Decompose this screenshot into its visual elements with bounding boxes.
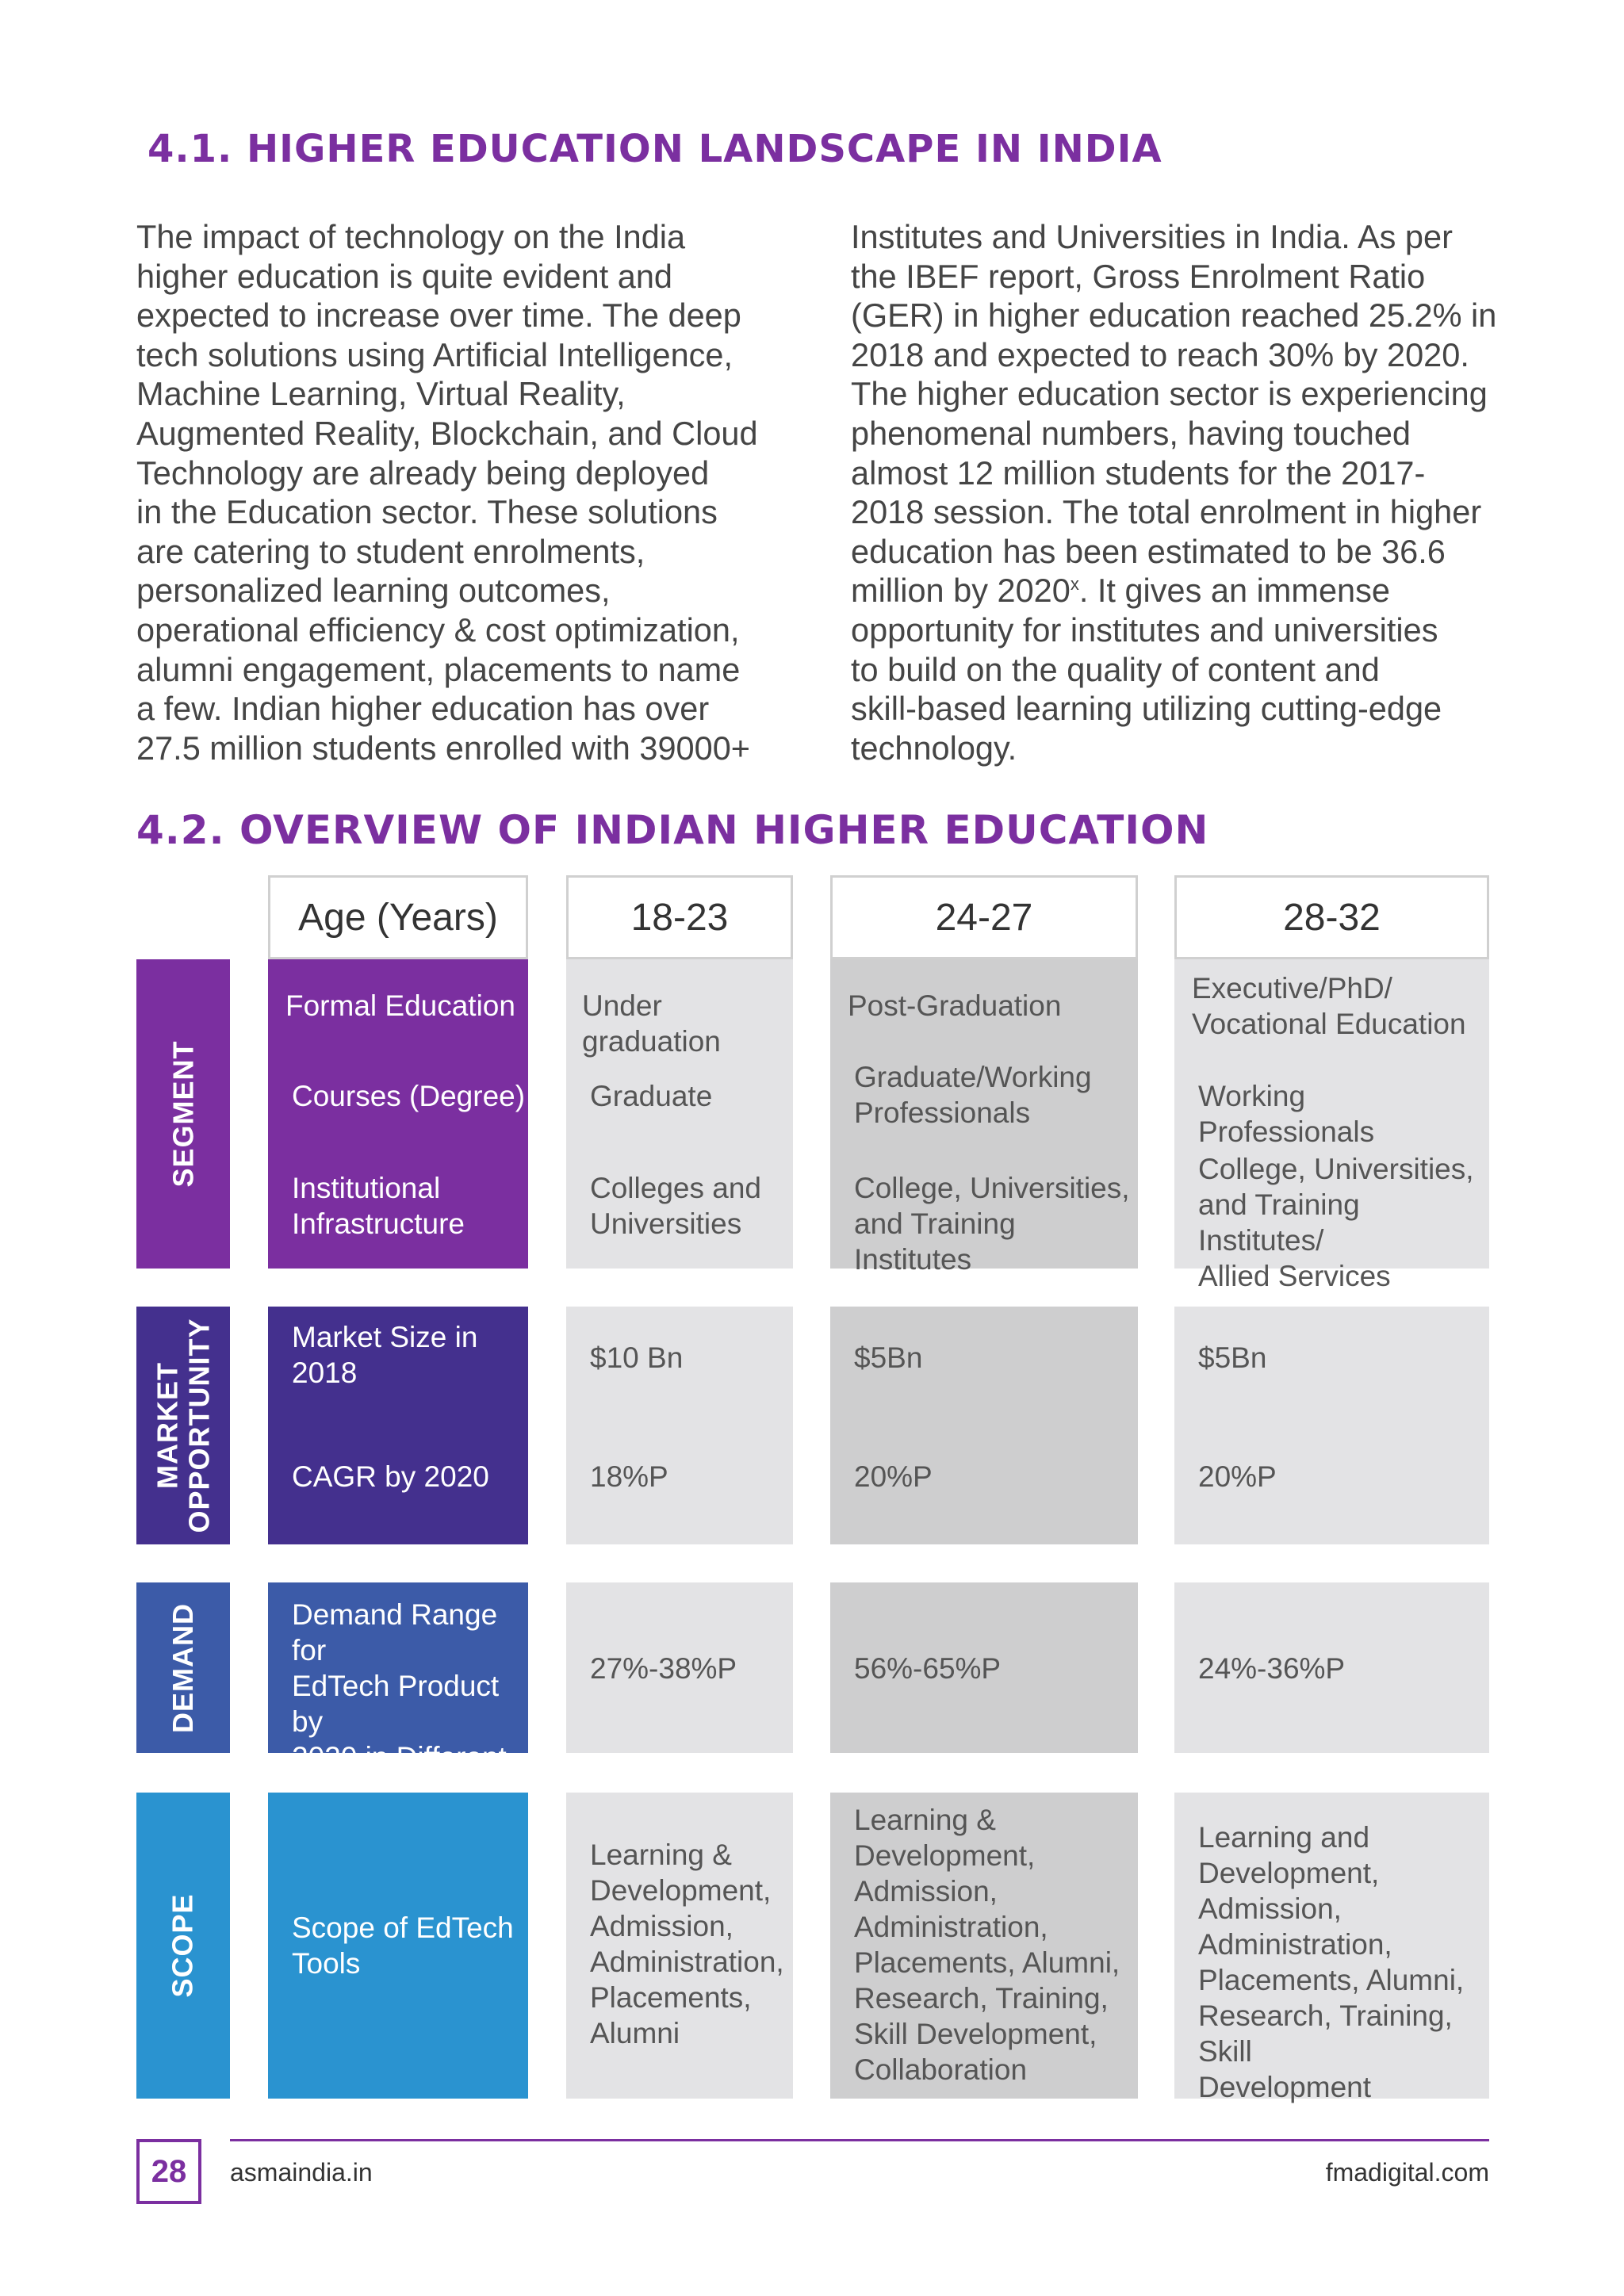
cell-cagr-28-32: 20%P	[1198, 1460, 1277, 1493]
cell-formal-18-23: Under graduation	[582, 989, 721, 1058]
header-18-23: 18-23	[566, 875, 793, 959]
scope-cell-28-32	[1174, 1793, 1489, 2103]
header-age: Age (Years)	[268, 875, 528, 959]
header-24-27: 24-27	[830, 875, 1138, 959]
page-number: 28	[136, 2139, 201, 2204]
scope-cell-18-23	[566, 1793, 793, 2099]
demand-cell-24-27	[830, 1582, 1138, 1753]
cell-courses-24-27: Graduate/Working Professionals	[854, 1061, 1092, 1129]
demand-bar	[136, 1582, 230, 1753]
segment-cell-18-23	[566, 959, 793, 1269]
row-label-market-size: Market Size in 2018	[292, 1321, 478, 1389]
cell-formal-24-27: Post-Graduation	[848, 989, 1062, 1022]
cell-cagr-24-27: 20%P	[854, 1460, 933, 1493]
section-title-landscape: 4.1. HIGHER EDUCATION LANDSCAPE IN INDIA	[147, 127, 1162, 171]
cell-market-size-28-32: $5Bn	[1198, 1341, 1267, 1374]
body-text-left: The impact of technology on the India higher education is quite evident and expected to increase over time. The deep tech solutions using Artificial Intelligence, Machine Learning, Virtual Reality, Augmented Reality, Blockchain, and Cloud Technology are already being deployed in the Education sector. These solutions are catering to student enrolments, personalized learning outcomes, operational efficiency & cost optimization, alumni engagement, placements to name a few. Indian higher education has over 27.5 million students enrolled with 39000+	[136, 218, 758, 767]
cell-demand-24-27: 56%-65%P	[854, 1652, 1002, 1685]
market-cell-18-23	[566, 1307, 793, 1544]
scope-label-cell	[268, 1793, 528, 2099]
header-28-32: 28-32	[1174, 875, 1489, 959]
body-text-right-b: . It gives an immense opportunity for institutes and universities to build on the quality of content and skill-based learning utilizing cutting-edge technology.	[851, 572, 1442, 767]
market-cell-24-27	[830, 1307, 1138, 1544]
market-label: MARKET OPPORTUNITY	[151, 1318, 216, 1533]
market-label-cell	[268, 1307, 528, 1544]
segment-cell-24-27	[830, 959, 1138, 1276]
cell-scope-18-23: Learning & Development, Admission, Administration, Placements, Alumni	[590, 1839, 784, 2049]
body-text-right	[851, 217, 1501, 767]
row-label-demand-range: Demand Range for EdTech Product by 2020 in Different	[292, 1598, 507, 1774]
row-label-cagr: CAGR by 2020	[292, 1460, 489, 1493]
cell-formal-28-32: Executive/PhD/ Vocational Education	[1192, 972, 1466, 1040]
cell-scope-28-32: Learning and Development, Admission, Administration, Placements, Alumni, Research, Training, Skill Development	[1198, 1821, 1465, 2103]
footer-link-asmaindia[interactable]: asmaindia.in	[230, 2158, 373, 2187]
body-text-right-a: Institutes and Universities in India. As per the IBEF report, Gross Enrolment Ratio (GER) in higher education reached 25.2% in 2018 and expected to reach 30% by 2020. The higher education sector is experiencing phenomenal numbers, having touched almost 12 million students for the 2017- 2018 session. The total enrolment in higher education has been estimated to be 36.6 million by 2020	[851, 218, 1497, 610]
scope-cell-24-27	[830, 1793, 1138, 2099]
market-cell-28-32	[1174, 1307, 1489, 1544]
footer-divider	[230, 2139, 1489, 2141]
segment-label-cell	[268, 959, 528, 1269]
cell-market-size-24-27: $5Bn	[854, 1341, 923, 1374]
section-title-overview: 4.2. OVERVIEW OF INDIAN HIGHER EDUCATION	[136, 807, 1209, 853]
segment-label: SEGMENT	[167, 1040, 200, 1188]
row-label-courses: Courses (Degree)	[292, 1080, 526, 1112]
cell-demand-18-23: 27%-38%P	[590, 1652, 737, 1685]
market-bar	[136, 1307, 230, 1544]
row-label-scope: Scope of EdTech Tools	[292, 1911, 514, 1980]
cell-infra-28-32: College, Universities, and Training Institutes/ Allied Services	[1198, 1153, 1474, 1292]
cell-infra-24-27: College, Universities, and Training Institutes	[854, 1172, 1130, 1276]
cell-scope-24-27: Learning & Development, Admission, Administration, Placements, Alumni, Research, Training, Skill Development, Collaboration	[854, 1804, 1120, 2086]
cell-market-size-18-23: $10 Bn	[590, 1341, 684, 1374]
cell-demand-28-32: 24%-36%P	[1198, 1652, 1346, 1685]
footer-link-fmadigital[interactable]: fmadigital.com	[1325, 2158, 1489, 2187]
segment-bar	[136, 959, 230, 1269]
cell-courses-28-32: Working Professionals	[1198, 1080, 1375, 1148]
demand-label: DEMAND	[167, 1602, 199, 1733]
segment-cell-28-32	[1174, 959, 1489, 1292]
row-label-formal-education: Formal Education	[285, 989, 515, 1022]
cell-infra-18-23: Colleges and Universities	[590, 1172, 761, 1240]
demand-label-cell	[268, 1582, 528, 1774]
cell-cagr-18-23: 18%P	[590, 1460, 668, 1493]
footnote-marker: x	[1070, 574, 1079, 595]
row-label-infrastructure: Institutional Infrastructure	[292, 1172, 465, 1240]
scope-bar	[136, 1793, 230, 2099]
scope-label: SCOPE	[167, 1893, 200, 1998]
demand-cell-28-32	[1174, 1582, 1489, 1753]
demand-cell-18-23	[566, 1582, 793, 1753]
cell-courses-18-23: Graduate	[590, 1080, 713, 1112]
